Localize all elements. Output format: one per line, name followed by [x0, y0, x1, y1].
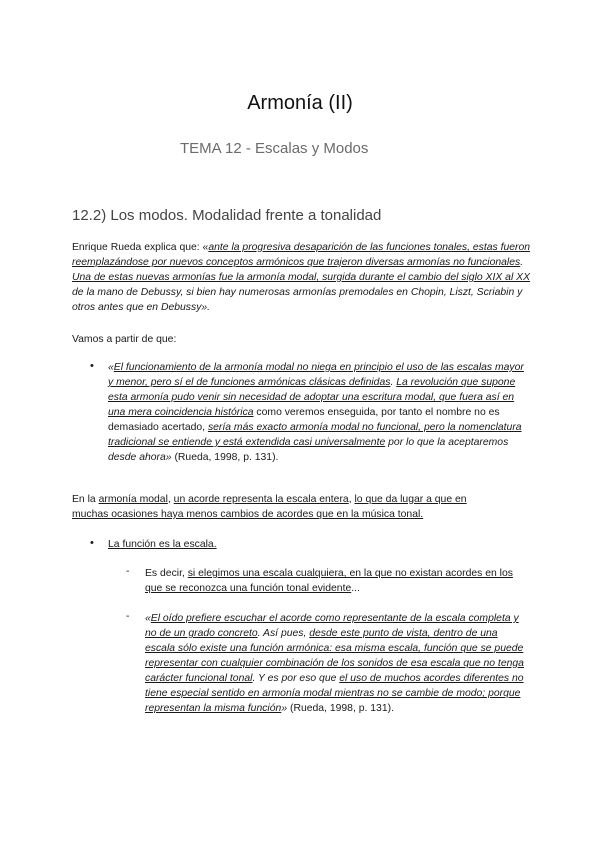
- para2-underlined-2: un acorde representa la escala entera: [173, 494, 349, 505]
- intro-paragraph: [72, 240, 532, 315]
- quote2-open: «: [145, 613, 151, 624]
- sub-item-scale: [145, 566, 527, 596]
- para2-text-a: En la: [72, 494, 99, 505]
- quote1-mid: como veremos enseguida, por tanto el nombre no es demasiado acertado,: [108, 407, 500, 433]
- page-title: Armonía (II): [247, 92, 353, 114]
- intro-underlined-1: ante la progresiva desaparición de las funciones tonales, estas fueron reemplazándose por nuevos conceptos armónicos que trajeron diversas armonías no funcionales: [72, 242, 531, 268]
- bullet-function-scale: La función es la escala.: [108, 539, 217, 550]
- page-subtitle: TEMA 12 - Escalas y Modos: [180, 140, 369, 157]
- quote1-underlined-3: sería más exacto armonía modal no funcional, pero la nomenclatura tradicional se entiende y está extendida casi universalmente: [108, 422, 522, 448]
- sub1-text-a: Es decir,: [145, 568, 188, 579]
- intro-rest: de la mano de Debussy, si bien hay numerosas armonías premodales en Chopin, Liszt, Scriabin y otros antes que en Debussy».: [72, 287, 523, 313]
- start-line: Vamos a partir de que:: [72, 334, 177, 345]
- quote2-sep-1: . Así pues,: [257, 628, 310, 639]
- sub1-underlined: si elegimos una escala cualquiera, en la que no existan acordes en los que se reconozca una función tonal evidente: [145, 568, 513, 594]
- bullet-icon: •: [90, 537, 94, 549]
- quote2-underlined-3: el uso de muchos acordes diferentes no tiene especial sentido en armonía modal mientras no se cambie de modo; porque representan la misma función: [145, 673, 524, 714]
- quote1-end: por lo que la aceptaremos desde ahora»: [108, 437, 509, 463]
- quote-rueda-1: [108, 360, 528, 465]
- dash-icon: -: [126, 566, 130, 577]
- quote2-sep-2: . Y es por eso que: [252, 673, 340, 684]
- quote2-citation: (Rueda, 1998, p. 131).: [287, 703, 394, 714]
- quote1-underlined-1: El funcionamiento de la armonía modal no niega en principio el uso de las escalas mayor y menor, pero sí el de funciones armónicas clásicas definidas: [108, 362, 524, 388]
- sub1-text-b: ...: [351, 583, 360, 594]
- quote1-citation: (Rueda, 1998, p. 131).: [171, 452, 279, 463]
- para2-text-c: ,: [348, 494, 355, 505]
- quote2-underlined-2: desde este punto de vista, dentro de una escala sólo existe una función armónica: esa misma escala, función que se puede representar con cualquier combinación de los sonidos de esa escala que no tenga carácter funcional tonal: [145, 628, 524, 684]
- intro-sep: .: [520, 257, 524, 268]
- quote-open: «: [108, 362, 114, 373]
- bullet-icon: •: [90, 360, 94, 372]
- quote1-sep: .: [390, 377, 397, 388]
- intro-lead: Enrique Rueda explica que: «: [72, 242, 209, 253]
- intro-underlined-2: Una de estas nuevas armonías fue la armonía modal, surgida durante el cambio del siglo XIX al XX: [72, 272, 531, 283]
- modal-paragraph: [72, 492, 492, 522]
- para2-underlined-1: armonía modal: [98, 494, 168, 505]
- quote1-underlined-2: La revolución que supone esta armonía pudo venir sin necesidad de adoptar una escritura modal, que fuera así en una mera coincidencia histórica: [108, 377, 516, 418]
- quote2-underlined-1: El oído prefiere escuchar el acorde como representante de la escala completa y no de un grado concreto: [145, 613, 519, 639]
- dash-icon: -: [126, 611, 130, 622]
- quote2-end: »: [281, 703, 288, 714]
- quote-rueda-2: [145, 611, 527, 716]
- para2-text-b: ,: [167, 494, 174, 505]
- para2-underlined-3: lo que da lugar a que en muchas ocasiones haya menos cambios de acordes que en la música tonal.: [72, 494, 467, 520]
- section-heading: 12.2) Los modos. Modalidad frente a tonalidad: [72, 207, 382, 224]
